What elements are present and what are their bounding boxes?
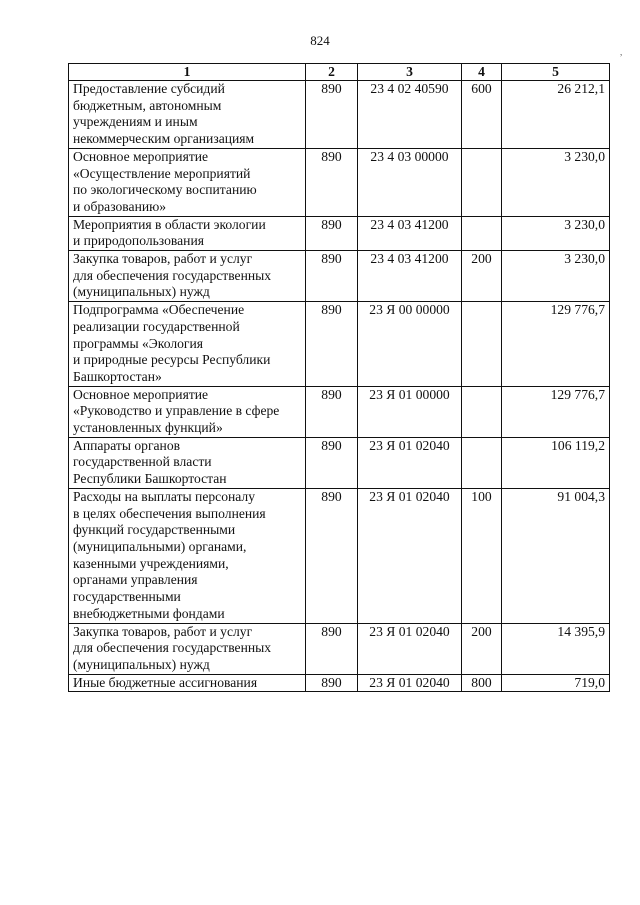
row-target-article: 23 Я 01 02040 (358, 674, 462, 692)
column-header-name: 1 (69, 64, 306, 81)
row-target-article: 23 4 03 41200 (358, 216, 462, 250)
table-row (69, 437, 610, 488)
row-expense-type (462, 216, 502, 250)
column-header-expense-type: 4 (462, 64, 502, 81)
row-department-code: 890 (306, 437, 358, 488)
row-department-code: 890 (306, 216, 358, 250)
table-row (69, 251, 610, 302)
table-header-row (69, 64, 610, 81)
row-expense-type: 600 (462, 81, 502, 149)
row-department-code: 890 (306, 623, 358, 674)
row-name: Мероприятия в области экологии и природопользования (69, 216, 306, 250)
row-department-code: 890 (306, 251, 358, 302)
row-department-code: 890 (306, 148, 358, 216)
row-amount: 129 776,7 (502, 386, 610, 437)
table-row (69, 623, 610, 674)
row-name: Предоставление субсидий бюджетным, автономным учреждениям и иным некоммерческим организациям (69, 81, 306, 149)
row-target-article: 23 4 02 40590 (358, 81, 462, 149)
row-target-article: 23 Я 01 02040 (358, 623, 462, 674)
row-name: Расходы на выплаты персоналу в целях обеспечения выполнения функций государственными (муниципальными) органами, казенными учреждениями, органами управления государственными внебюджетными фондами (69, 488, 306, 623)
row-target-article: 23 4 03 41200 (358, 251, 462, 302)
row-amount: 91 004,3 (502, 488, 610, 623)
row-amount: 3 230,0 (502, 148, 610, 216)
table-row (69, 148, 610, 216)
column-header-department: 2 (306, 64, 358, 81)
row-name: Иные бюджетные ассигнования (69, 674, 306, 692)
row-amount: 3 230,0 (502, 216, 610, 250)
row-expense-type (462, 386, 502, 437)
row-name: Подпрограмма «Обеспечение реализации государственной программы «Экология и природные ресурсы Республики Башкортостан» (69, 302, 306, 387)
row-amount: 26 212,1 (502, 81, 610, 149)
row-department-code: 890 (306, 302, 358, 387)
row-expense-type: 100 (462, 488, 502, 623)
row-expense-type (462, 302, 502, 387)
row-department-code: 890 (306, 81, 358, 149)
page-number: 824 (310, 33, 330, 48)
row-amount: 129 776,7 (502, 302, 610, 387)
row-department-code: 890 (306, 674, 358, 692)
row-amount: 3 230,0 (502, 251, 610, 302)
corner-mark: , (620, 47, 623, 57)
row-expense-type: 800 (462, 674, 502, 692)
row-target-article: 23 Я 01 00000 (358, 386, 462, 437)
row-target-article: 23 Я 01 02040 (358, 437, 462, 488)
table-row (69, 302, 610, 387)
budget-table (68, 63, 610, 692)
row-target-article: 23 4 03 00000 (358, 148, 462, 216)
row-target-article: 23 Я 01 02040 (358, 488, 462, 623)
row-name: Основное мероприятие «Руководство и управление в сфере установленных функций» (69, 386, 306, 437)
row-name: Аппараты органов государственной власти Республики Башкортостан (69, 437, 306, 488)
table-row (69, 216, 610, 250)
column-header-target-article: 3 (358, 64, 462, 81)
table-row (69, 386, 610, 437)
row-name: Закупка товаров, работ и услуг для обеспечения государственных (муниципальных) нужд (69, 251, 306, 302)
row-expense-type (462, 148, 502, 216)
row-target-article: 23 Я 00 00000 (358, 302, 462, 387)
row-name: Закупка товаров, работ и услуг для обеспечения государственных (муниципальных) нужд (69, 623, 306, 674)
row-expense-type (462, 437, 502, 488)
row-department-code: 890 (306, 386, 358, 437)
table-row (69, 488, 610, 623)
row-expense-type: 200 (462, 251, 502, 302)
row-name: Основное мероприятие «Осуществление мероприятий по экологическому воспитанию и образованию» (69, 148, 306, 216)
row-amount: 14 395,9 (502, 623, 610, 674)
row-amount: 719,0 (502, 674, 610, 692)
column-header-amount: 5 (502, 64, 610, 81)
table-row (69, 674, 610, 692)
row-amount: 106 119,2 (502, 437, 610, 488)
row-expense-type: 200 (462, 623, 502, 674)
row-department-code: 890 (306, 488, 358, 623)
table-row (69, 81, 610, 149)
